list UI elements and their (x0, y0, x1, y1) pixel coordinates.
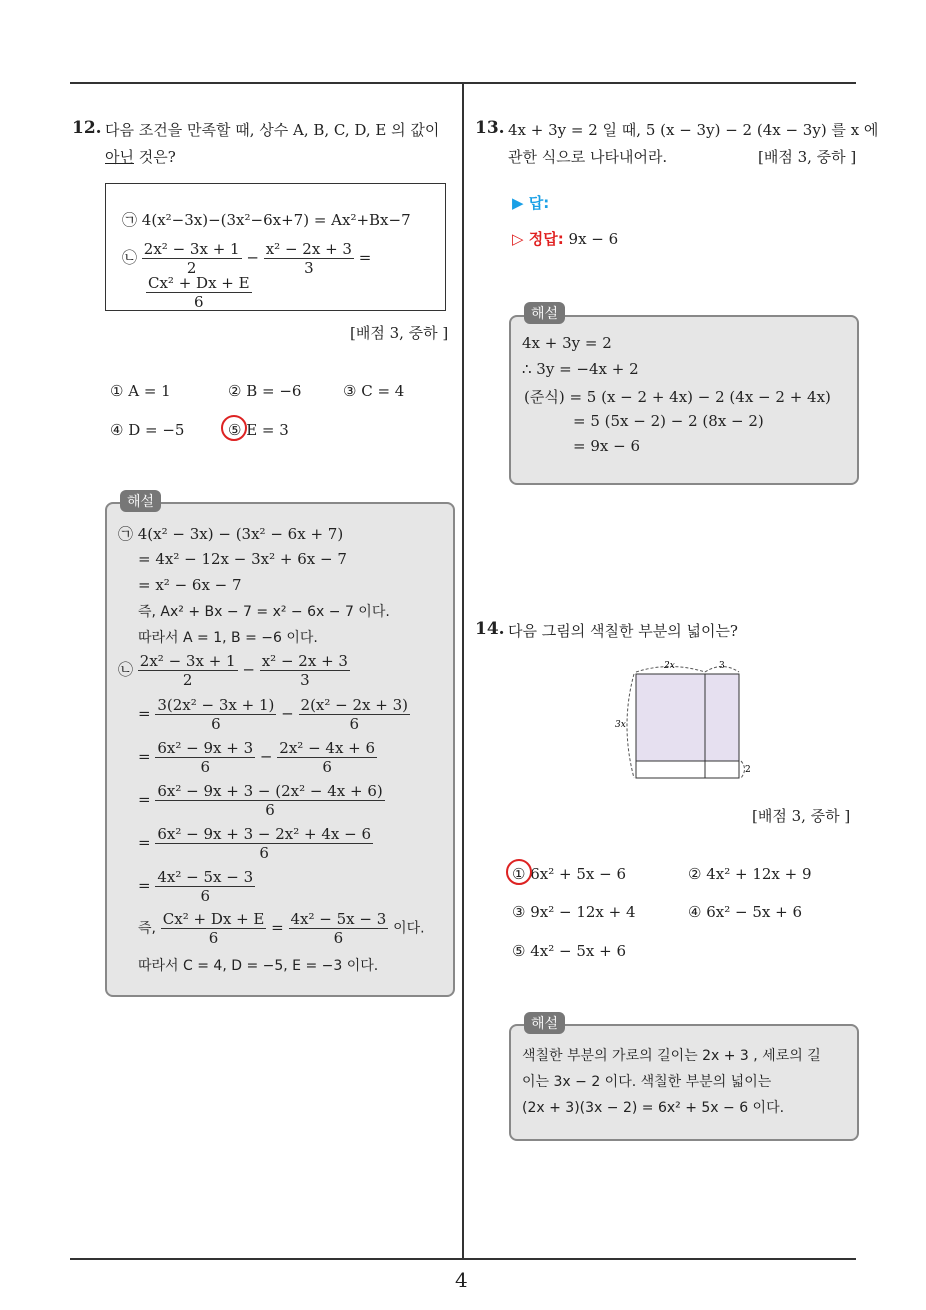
q12-sol-line8: = $\frac{\text{6x² − 9x + 3}}{6}$ − $\frac{\text{2x² − 4x + 6}}{6}$ (138, 739, 376, 776)
left-brace (627, 674, 634, 778)
q14-sol-line1: 색칠한 부분의 가로의 길이는 2x + 3 , 세로의 길 (522, 1048, 821, 1064)
q12-choice-4[interactable]: ④ D = −5 (110, 421, 185, 439)
q12-sol-line13: 따라서 C = 4, D = −5, E = −3 이다. (138, 958, 379, 974)
q12-solution-tag: 해설 (120, 490, 161, 512)
q13-text-line2: 관한 식으로 나타내어라. (508, 148, 668, 166)
q12-choice-5[interactable]: ⑤ E = 3 (228, 421, 289, 439)
q14-choice-2[interactable]: ② 4x² + 12x + 9 (688, 865, 812, 883)
q14-choice-4[interactable]: ④ 6x² − 5x + 6 (688, 903, 802, 921)
q14-sol-line3: (2x + 3)(3x − 2) = 6x² + 5x − 6 이다. (522, 1100, 785, 1116)
q13-sol-line4: = 5 (5x − 2) − 2 (8x − 2) (573, 412, 764, 430)
q12-sol-line9: = $\frac{\text{6x² − 9x + 3 − (2x² − 4x + 6)}}{6}$ (138, 782, 383, 819)
q12-sol-line11: = $\frac{\text{4x² − 5x − 3}}{6}$ (138, 868, 254, 905)
q14-choice-3[interactable]: ③ 9x² − 12x + 4 (512, 903, 636, 921)
q13-answer-label: ▶ 답: (512, 194, 550, 212)
frac: $\frac{\text{6x² − 9x + 3 − 2x² + 4x − 6}}{6}$ (157, 825, 372, 862)
frac: $\frac{\text{6x² − 9x + 3 − (2x² − 4x + 6)}}{6}$ (157, 782, 383, 819)
q13-number: 13. (475, 118, 505, 138)
label-2x: 2x (664, 661, 675, 671)
q12-condition-box (105, 183, 446, 311)
q12-choice-1[interactable]: ① A = 1 (110, 382, 171, 400)
q14-solution-tag: 해설 (524, 1012, 565, 1034)
frac: $\frac{\text{Cx² + Dx + E}}{6}$ (162, 910, 265, 947)
shaded-region (636, 674, 739, 761)
q12-sol-line10: = $\frac{\text{6x² − 9x + 3 − 2x² + 4x − 6}}{6}$ (138, 825, 372, 862)
bottom-strip (636, 761, 739, 778)
q12-score: [배점 3, 중하 ] (350, 324, 449, 342)
q12-sol-line2: = 4x² − 12x − 3x² + 6x − 7 (138, 550, 347, 568)
right-brace (741, 761, 745, 778)
label-3-top: 3 (719, 661, 725, 671)
q12-sol-line3: = x² − 6x − 7 (138, 576, 242, 594)
q14-choice-1[interactable]: ① 6x² + 5x − 6 (512, 865, 626, 883)
q12-choice-3[interactable]: ③ C = 4 (343, 382, 405, 400)
q14-answer-circle-mark (506, 859, 532, 885)
frac: $\frac{\text{4x² − 5x − 3}}{6}$ (290, 910, 387, 947)
page-number: 4 (455, 1268, 468, 1292)
q12-cond2-frac1: $\frac{\text{2x² − 3x + 1}}{2}$ (143, 240, 240, 277)
q12-cond2-rhs (146, 274, 252, 311)
q13-solution-tag: 해설 (524, 302, 565, 324)
label-2-right: 2 (745, 765, 751, 775)
q13-sol-line1: 4x + 3y = 2 (522, 334, 612, 352)
q14-sol-line2: 이는 3x − 2 이다. 색칠한 부분의 넓이는 (522, 1074, 772, 1090)
frac: $\frac{\text{2x² − 4x + 6}}{6}$ (279, 739, 376, 776)
q12-cond2-frac2: $\frac{\text{x² − 2x + 3}}{3}$ (265, 240, 352, 277)
q12-sol-line12: 즉, $\frac{\text{Cx² + Dx + E}}{6}$ = $\frac{\text{4x² − 5x − 3}}{6}$ 이다. (138, 910, 425, 947)
q13-text-line1: 4x + 3y = 2 일 때, 5 (x − 3y) − 2 (4x − 3y) 를 x 에 (508, 121, 879, 139)
q14-number: 14. (475, 619, 505, 639)
q12-cond2: ㉡ $\frac{\text{2x² − 3x + 1}}{2}$ − $\frac{\text{x² − 2x + 3}}{3}$ = (122, 240, 372, 277)
q14-text: 다음 그림의 색칠한 부분의 넓이는? (508, 622, 738, 640)
q12-sol-line7: = $\frac{\text{3(2x² − 3x + 1)}}{6}$ − $\frac{\text{2(x² − 2x + 3)}}{6}$ (138, 696, 409, 733)
q12-cond1: ㉠ 4(x²−3x)−(3x²−6x+7) = Ax²+Bx−7 (122, 211, 411, 229)
frac: $\frac{\text{2(x² − 2x + 3)}}{6}$ (300, 696, 409, 733)
frac: $\frac{\text{2x² − 3x + 1}}{2}$ (139, 652, 236, 689)
q12-sol-line6: ㉡ $\frac{\text{2x² − 3x + 1}}{2}$ − $\frac{\text{x² − 2x + 3}}{3}$ (118, 652, 348, 689)
frac: $\frac{\text{x² − 2x + 3}}{3}$ (261, 652, 348, 689)
q14-score: [배점 3, 중하 ] (752, 807, 851, 825)
q14-choice-5[interactable]: ⑤ 4x² − 5x + 6 (512, 942, 626, 960)
q12-cond2-frac3: $\frac{\text{Cx² + Dx + E}}{6}$ (148, 274, 250, 311)
q13-sol-line5: = 9x − 6 (573, 437, 640, 455)
q12-sol-line5: 따라서 A = 1, B = −6 이다. (138, 630, 318, 646)
bottom-rule (70, 1258, 856, 1260)
frac: $\frac{\text{3(2x² − 3x + 1)}}{6}$ (157, 696, 275, 733)
frac: $\frac{\text{6x² − 9x + 3}}{6}$ (157, 739, 254, 776)
label-3x: 3x (615, 720, 626, 730)
q12-sol-line4: 즉, Ax² + Bx − 7 = x² − 6x − 7 이다. (138, 604, 390, 620)
q13-sol-line2: ∴ 3y = −4x + 2 (522, 360, 639, 378)
q13-correct-answer: ▷ 정답: 9x − 6 (512, 230, 619, 248)
q13-sol-line3: (준식) = 5 (x − 2 + 4x) − 2 (4x − 2 + 4x) (524, 388, 831, 406)
q12-answer-circle-mark (221, 415, 247, 441)
q13-score: [배점 3, 중하 ] (758, 148, 857, 166)
column-divider (462, 82, 464, 1258)
q12-choice-2[interactable]: ② B = −6 (228, 382, 302, 400)
q14-figure (610, 655, 760, 785)
q12-underline-word: 아닌 (105, 148, 134, 166)
q12-number: 12. (72, 118, 102, 138)
q12-text-line1: 다음 조건을 만족할 때, 상수 A, B, C, D, E 의 값이 (105, 121, 440, 139)
frac: $\frac{\text{4x² − 5x − 3}}{6}$ (157, 868, 254, 905)
q12-text-line2: 아닌 것은? (105, 148, 176, 166)
q12-sol-line1: ㉠ 4(x² − 3x) − (3x² − 6x + 7) (118, 525, 344, 543)
